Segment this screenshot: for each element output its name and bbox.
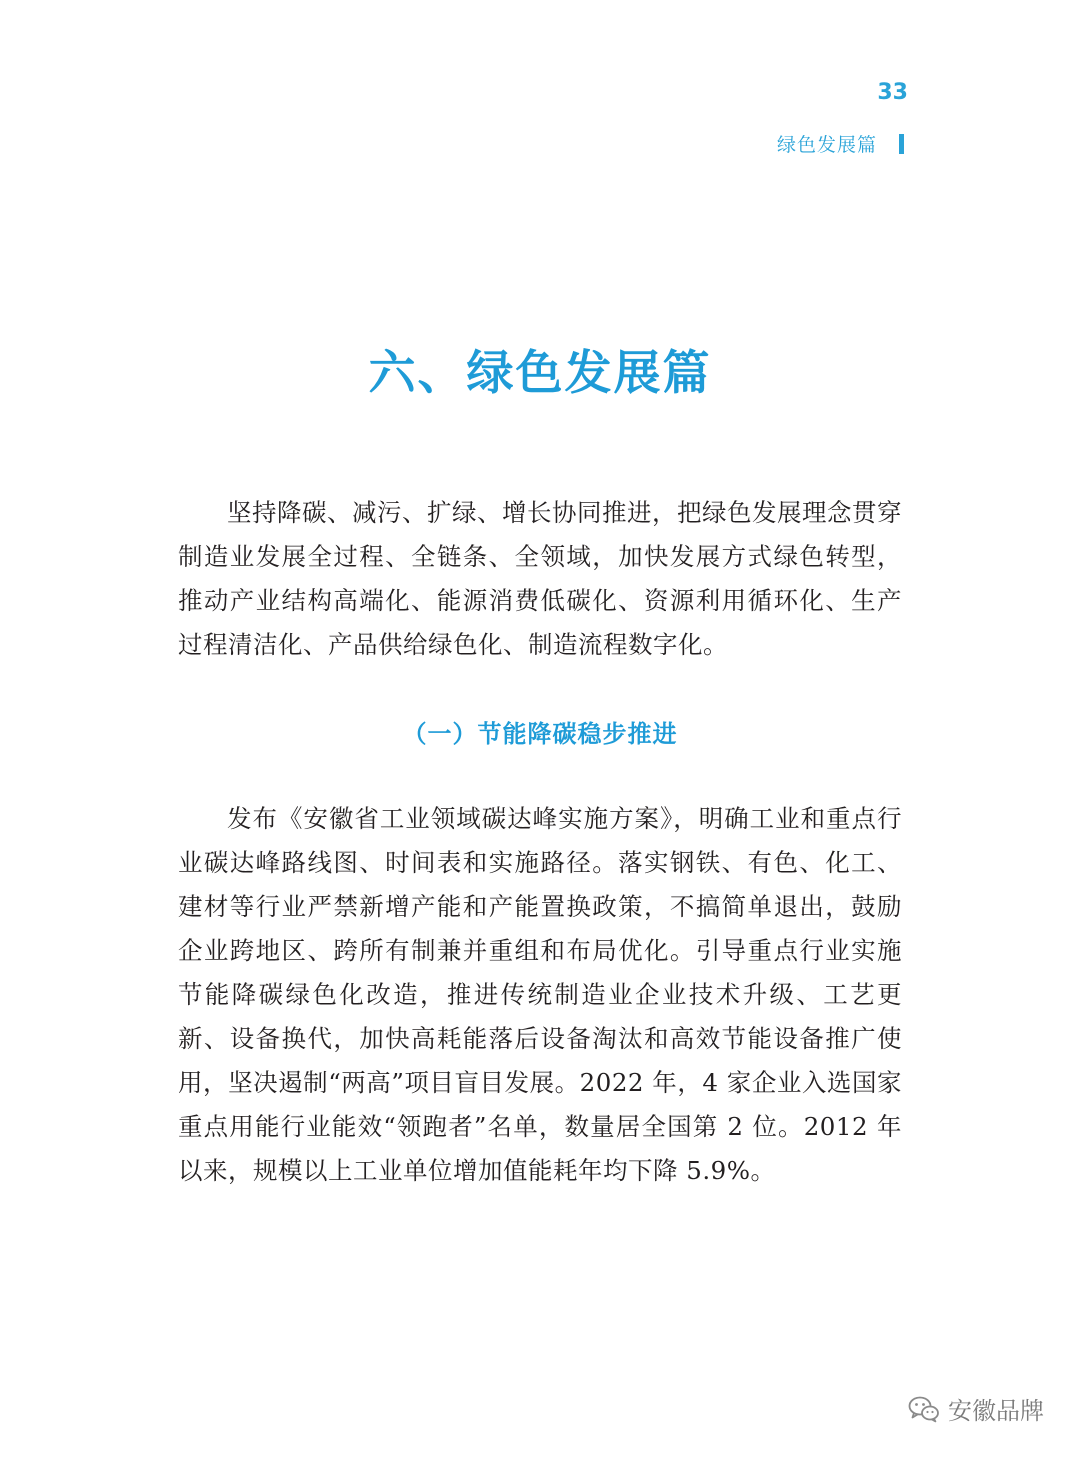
running-header: [777, 130, 904, 157]
section-heading: （一）节能降碳稳步推进: [402, 720, 678, 748]
page-number: 33: [877, 80, 908, 105]
watermark-text: 安徽品牌: [948, 1397, 1044, 1425]
chapter-title: 六、绿色发展篇: [368, 346, 712, 401]
watermark: [908, 1391, 1044, 1426]
running-header-title: 绿色发展篇: [776, 134, 877, 156]
intro-paragraph: 坚持降碳、减污、扩绿、增长协同推进，把绿色发展理念贯穿制造业发展全过程、全链条、全领域，加快发展方式绿色转型，推动产业结构高端化、能源消费低碳化、资源利用循环化、生产过程清洁化、产品供给绿色化、制造流程数字化。: [178, 498, 902, 659]
running-header-bar: [899, 134, 904, 154]
wechat-icon: [908, 1395, 940, 1423]
section-body-paragraph: 发布《安徽省工业领域碳达峰实施方案》，明确工业和重点行业碳达峰路线图、时间表和实施路径。落实钢铁、有色、化工、建材等行业严禁新增产能和产能置换政策，不搞简单退出，鼓励企业跨地区、跨所有制兼并重组和布局优化。引导重点行业实施节能降碳绿色化改造，推进传统制造业企业技术升级、工艺更新、设备换代，加快高耗能落后设备淘汰和高效节能设备推广使用，坚决遏制“两高”项目盲目发展。2022 年，4 家企业入选国家重点用能行业能效“领跑者”名单，数量居全国第 2 位。2012 年以来，规模以上工业单位增加值能耗年均下降 5.9%。: [178, 804, 902, 1185]
